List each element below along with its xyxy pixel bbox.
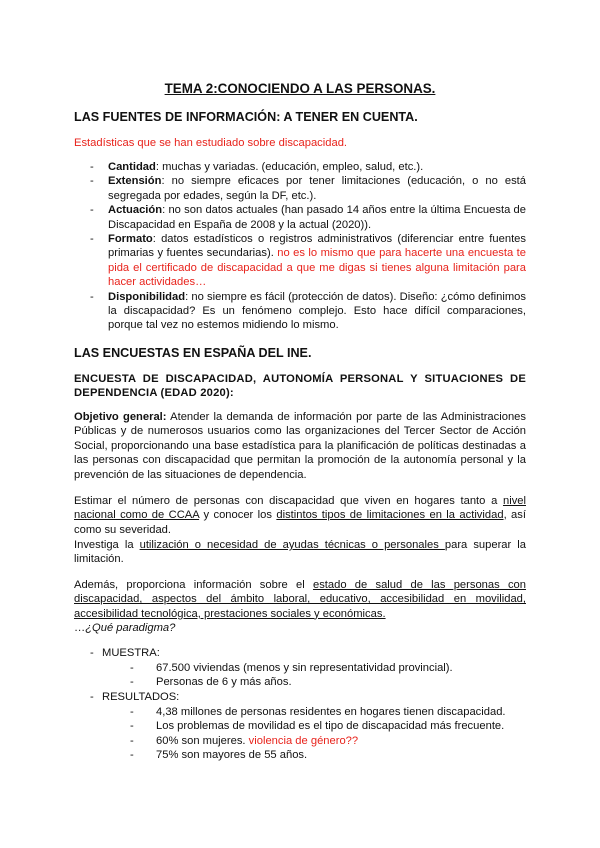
fuentes-list (74, 160, 526, 333)
muestra-block (74, 646, 526, 660)
item-term: Cantidad (108, 161, 156, 173)
paragraph-investiga (74, 538, 526, 567)
list-item: - MUESTRA: (90, 647, 160, 659)
item-text: Personas de 6 y más años. (156, 676, 292, 689)
item-text: : datos estadísticos o registros administrativos (diferenciar entre fuentes primarias y fuentes secundarias). (108, 233, 526, 260)
underlined-text: nivel nacional como de CCAA (74, 495, 526, 522)
item-term: Disponibilidad (108, 290, 186, 303)
underlined-text: utilización o necesidad de ayudas técnicas o personales (139, 539, 445, 551)
list-item: - 75% son mayores de 55 años. (130, 749, 308, 762)
italic-question: ¿Qué paradigma? (85, 622, 176, 635)
item-text: 60% son mujeres. (156, 734, 246, 747)
list-item: - 67.500 viviendas (menos y sin representatividad provincial). (130, 662, 453, 674)
item-text: : no siempre es fácil (protección de datos). Diseño: ¿cómo definimos la discapacidad? Es un fenómeno complejo. Esto hace difícil comparaciones, porque tal vez no estemos midiendo lo mismo. (108, 290, 526, 332)
item-red-note: violencia de género?? (245, 734, 359, 747)
list-item: - Los problemas de movilidad es el tipo de discapacidad más frecuente. (130, 720, 505, 733)
text-run: para superar la limitación. (74, 539, 527, 566)
muestra-label: MUESTRA: (102, 647, 160, 659)
list-item: - RESULTADOS: (90, 691, 180, 703)
list-item: - Cantidad: muchas y variadas. (educación, empleo, salud, etc.). (90, 161, 424, 173)
item-text: : no son datos actuales (han pasado 14 años entre la última Encuesta de Discapacidad en España de 2008 y la actual (2020)). (108, 204, 526, 231)
item-text: 4,38 millones de personas residentes en hogares tienen discapacidad. (156, 706, 506, 718)
list-item: - Disponibilidad: no siempre es fácil (protección de datos). Diseño: ¿cómo definimos la discapacidad? Es un fenómeno complejo. Esto hace difícil comparaciones, porque tal vez no estemos midiendo lo mismo. (90, 290, 526, 332)
item-text: Los problemas de movilidad es el tipo de discapacidad más frecuente. (156, 720, 505, 733)
subheading-edad: ENCUESTA DE DISCAPACIDAD, AUTONOMÍA PERSONAL Y SITUACIONES DE DEPENDENCIA (EDAD 2020): (74, 373, 526, 400)
item-term: Formato (108, 233, 153, 246)
red-note: Estadísticas que se han estudiado sobre discapacidad. (74, 137, 348, 149)
underlined-text: estado de salud de las personas con discapacidad, aspectos del ámbito laboral, educativo, accesibilidad en movilidad, accesibilidad tecnológica, prestaciones sociales y económicas. (74, 579, 527, 620)
list-item: - Personas de 6 y más años. (130, 676, 292, 689)
item-text: 67.500 viviendas (menos y sin representatividad provincial). (156, 662, 453, 674)
paragraph-ademas (74, 578, 526, 636)
list-item: - Actuación: no son datos actuales (han pasado 14 años entre la última Encuesta de Discapacidad en España de 2008 y la actual (2020)). (90, 204, 526, 231)
item-term: Extensión (108, 175, 162, 188)
text-run: Además, proporciona información sobre el (74, 579, 313, 591)
text-run: … (74, 622, 86, 635)
resultados-list (74, 705, 526, 763)
section-heading-encuestas: LAS ENCUESTAS EN ESPAÑA DEL INE. (74, 346, 312, 360)
list-item: - Extensión: no siempre eficaces por tener limitaciones (educación, o no está segregada por edades, según la DF, etc.). (90, 175, 526, 202)
objective-label: Objetivo general: (74, 411, 167, 423)
item-text: : no siempre eficaces por tener limitaciones (educación, o no está segregada por edades, según la DF, etc.). (108, 175, 526, 202)
text-run: Investiga la (74, 539, 140, 551)
resultados-label: RESULTADOS: (102, 691, 180, 703)
item-term: Actuación (108, 204, 163, 217)
objective-paragraph (74, 410, 526, 482)
text-run: y conocer los (199, 509, 277, 522)
list-item: - Formato: datos estadísticos o registros administrativos (diferenciar entre fuentes primarias y fuentes secundarias). no es lo mismo que para hacerte una encuesta te pida el certificado de discapacidad a que me digas si tienes alguna limitación para hacer actividades… (90, 233, 527, 289)
paragraph-estimar (74, 494, 526, 537)
text-run: , así como su severidad. (74, 509, 526, 536)
list-item: - 4,38 millones de personas residentes en hogares tienen discapacidad. (130, 706, 506, 718)
resultados-block (74, 690, 526, 704)
list-item: - 60% son mujeres. violencia de género?? (130, 734, 359, 747)
item-red-note: no es lo mismo que para hacerte una encuesta te pida el certificado de discapacidad a que me digas si tienes alguna limitación para hacer actividades… (108, 247, 527, 289)
section-heading-fuentes: LAS FUENTES DE INFORMACIÓN: A TENER EN CUENTA. (74, 110, 418, 124)
item-text: : muchas y variadas. (educación, empleo, salud, etc.). (155, 161, 424, 173)
page-title: TEMA 2:CONOCIENDO A LAS PERSONAS. (164, 81, 436, 96)
item-text: 75% son mayores de 55 años. (156, 749, 308, 762)
text-run: Estimar el número de personas con discapacidad que viven en hogares tanto a (74, 495, 503, 507)
muestra-list (74, 661, 526, 690)
underlined-text: distintos tipos de limitaciones en la actividad (276, 509, 504, 522)
objective-text: Atender la demanda de información por parte de las Administraciones Públicas y de numerosos usuarios como las organizaciones del Tercer Sector de Acción Social, proporcionando una base estadística para la planificación de políticas destinadas a las personas con discapacidad que permitan la promoción de la autonomía personal y la prevención de las situaciones de dependencia. (74, 411, 526, 481)
